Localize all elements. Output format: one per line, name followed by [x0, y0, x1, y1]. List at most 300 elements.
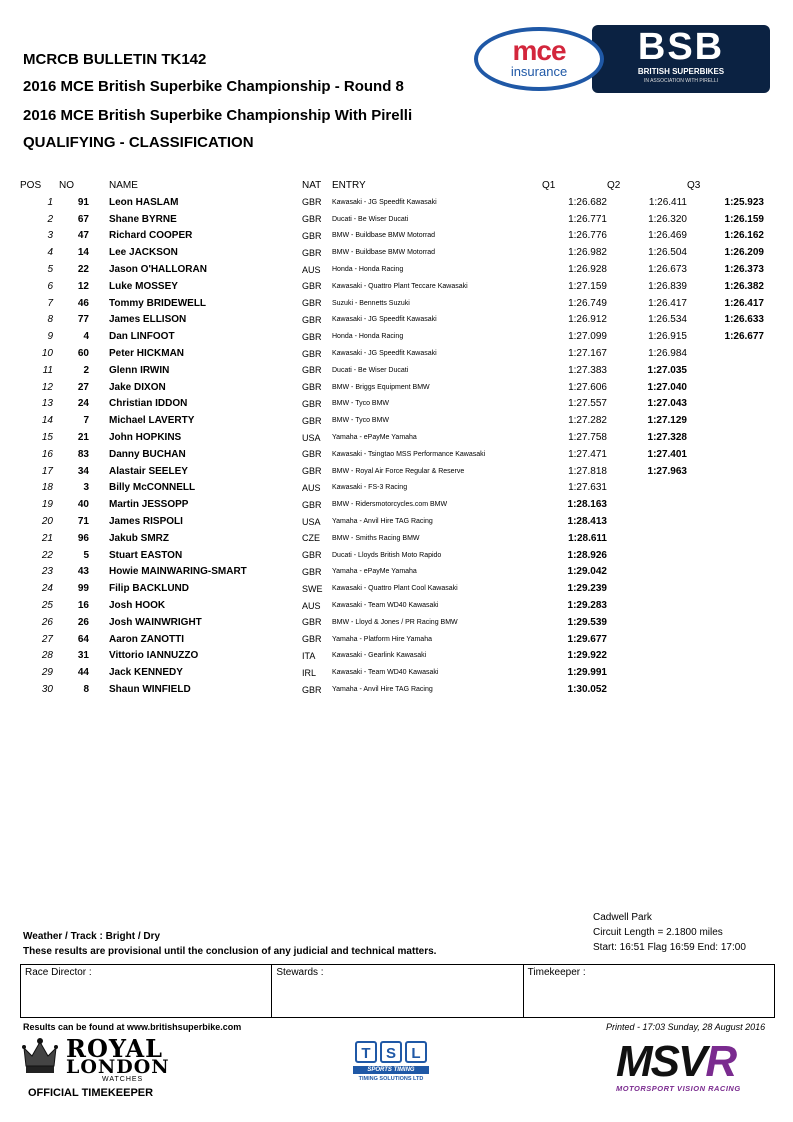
- cell-q2: 1:27.035: [647, 364, 687, 376]
- cell-no: 46: [77, 297, 89, 309]
- table-row: [20, 379, 764, 396]
- cell-q2: 1:27.328: [647, 432, 687, 444]
- cell-pos: 22: [41, 549, 53, 561]
- cell-q2: [607, 614, 687, 631]
- table-row: [20, 345, 764, 362]
- cell-q3: [687, 463, 764, 480]
- cell-q2: 1:26.673: [648, 264, 687, 276]
- cell-name: Filip BACKLUND: [109, 583, 189, 595]
- cell-name: Richard COOPER: [109, 230, 193, 242]
- cell-pos: 18: [41, 482, 53, 494]
- cell-nat: AUS: [302, 600, 321, 611]
- bsb-subtitle: BRITISH SUPERBIKES: [637, 67, 725, 76]
- cell-name: James RISPOLI: [109, 516, 183, 528]
- cell-q2: [607, 597, 687, 614]
- cell-q1: 1:26.771: [568, 213, 607, 225]
- cell-no: 47: [77, 230, 89, 242]
- cell-q2: 1:26.411: [648, 196, 687, 208]
- cell-q1: 1:26.682: [568, 196, 607, 208]
- cell-pos: 10: [41, 348, 53, 360]
- col-pos: POS: [20, 180, 42, 191]
- cell-entry: Yamaha - Anvil Hire TAG Racing: [332, 686, 433, 693]
- cell-no: 7: [83, 415, 89, 427]
- table-row: [20, 412, 764, 429]
- table-row: [20, 614, 764, 631]
- cell-q1: 1:26.912: [568, 314, 607, 326]
- cell-nat: USA: [302, 516, 321, 527]
- cell-name: Howie MAINWARING-SMART: [109, 566, 247, 578]
- cell-nat: SWE: [302, 583, 323, 594]
- cell-q2: 1:26.320: [648, 213, 687, 225]
- cell-q1: 1:27.758: [568, 432, 607, 444]
- cell-pos: 1: [47, 196, 53, 208]
- cell-q1: 1:28.413: [567, 516, 607, 528]
- cell-q3: [687, 412, 764, 429]
- cell-q1: 1:27.282: [568, 415, 607, 427]
- cell-nat: AUS: [302, 264, 321, 275]
- col-entry: ENTRY: [332, 180, 366, 191]
- cell-entry: Ducati - Be Wiser Ducati: [332, 366, 409, 374]
- london-wordmark: LONDON: [66, 1056, 170, 1078]
- cell-no: 34: [77, 465, 89, 477]
- cell-entry: Kawasaki - JG Speedfit Kawasaki: [332, 198, 437, 206]
- cell-q1: 1:29.042: [567, 566, 607, 578]
- mce-insurance-logo: [474, 27, 604, 91]
- cell-pos: 29: [41, 667, 53, 679]
- cell-q3: 1:26.159: [724, 213, 764, 225]
- table-header-row: [20, 177, 764, 194]
- cell-q2: 1:26.469: [648, 230, 687, 242]
- table-row: [20, 513, 764, 530]
- cell-q3: [687, 513, 764, 530]
- cell-q2: [607, 547, 687, 564]
- table-row: [20, 278, 764, 295]
- cell-entry: Honda - Honda Racing: [332, 333, 404, 341]
- mce-bsb-logo: [474, 25, 770, 97]
- msvr-logo: [616, 1037, 774, 1093]
- cell-name: Billy McCONNELL: [109, 482, 196, 494]
- cell-pos: 21: [41, 532, 53, 544]
- cell-pos: 27: [41, 633, 53, 645]
- table-row: [20, 664, 764, 681]
- table-row: [20, 547, 764, 564]
- cell-no: 67: [77, 213, 89, 225]
- table-row: [20, 362, 764, 379]
- cell-q2: [607, 681, 687, 698]
- table-row: [20, 228, 764, 245]
- cell-q2: 1:26.839: [648, 280, 687, 292]
- cell-nat: GBR: [302, 499, 322, 510]
- cell-name: Jason O'HALLORAN: [109, 264, 207, 276]
- insurance-wordmark: insurance: [510, 64, 568, 79]
- cell-q3: [687, 564, 764, 581]
- cell-nat: GBR: [302, 247, 322, 258]
- cell-q1: 1:27.606: [568, 381, 607, 393]
- table-row: [20, 681, 764, 698]
- cell-nat: CZE: [302, 533, 320, 544]
- cell-pos: 12: [41, 381, 53, 393]
- cell-name: Jakub SMRZ: [109, 532, 170, 544]
- cell-pos: 15: [41, 432, 53, 444]
- cell-entry: Ducati - Be Wiser Ducati: [332, 215, 409, 223]
- cell-nat: GBR: [302, 466, 322, 477]
- results-url: Results can be found at www.britishsuperbike.com: [23, 1022, 242, 1032]
- cell-name: James ELLISON: [109, 314, 187, 326]
- cell-q3: 1:26.417: [724, 297, 764, 309]
- championship-round: 2016 MCE British Superbike Championship - Round 8: [23, 78, 404, 95]
- cell-no: 31: [77, 650, 89, 662]
- cell-pos: 8: [47, 314, 53, 326]
- cell-q1: 1:29.922: [567, 650, 607, 662]
- cell-pos: 13: [41, 398, 53, 410]
- cell-nat: GBR: [302, 550, 322, 561]
- cell-q1: 1:29.539: [567, 616, 607, 628]
- cell-q2: 1:26.984: [648, 348, 687, 360]
- cell-no: 99: [77, 583, 89, 595]
- cell-nat: GBR: [302, 415, 322, 426]
- cell-nat: GBR: [302, 331, 322, 342]
- cell-q3: [687, 480, 764, 497]
- table-row: [20, 530, 764, 547]
- cell-pos: 16: [41, 448, 53, 460]
- cell-nat: GBR: [302, 449, 322, 460]
- cell-name: Michael LAVERTY: [109, 415, 195, 427]
- cell-q3: [687, 681, 764, 698]
- cell-entry: BMW - Royal Air Force Regular & Reserve: [332, 467, 465, 475]
- cell-no: 3: [83, 482, 89, 494]
- table-row: [20, 295, 764, 312]
- cell-entry: Ducati - Lloyds British Moto Rapido: [332, 551, 442, 559]
- cell-q1: 1:29.991: [567, 667, 607, 679]
- cell-name: Lee JACKSON: [109, 247, 178, 259]
- weather-track: Weather / Track : Bright / Dry: [23, 931, 161, 942]
- cell-name: Dan LINFOOT: [109, 331, 175, 343]
- session-title: QUALIFYING - CLASSIFICATION: [23, 134, 254, 151]
- cell-entry: BMW - Briggs Equipment BMW: [332, 383, 430, 391]
- cell-q2: [607, 664, 687, 681]
- cell-no: 96: [77, 532, 89, 544]
- cell-name: Vittorio IANNUZZO: [109, 650, 199, 662]
- cell-entry: Honda - Honda Racing: [332, 266, 404, 274]
- cell-nat: IRL: [302, 667, 317, 678]
- cell-q3: 1:26.209: [724, 247, 764, 259]
- cell-no: 24: [77, 398, 89, 410]
- cell-q1: 1:28.163: [567, 499, 607, 511]
- cell-name: Josh WAINWRIGHT: [109, 616, 202, 628]
- cell-q3: 1:26.677: [724, 331, 764, 343]
- col-nat: NAT: [302, 180, 322, 191]
- cell-q3: [687, 547, 764, 564]
- cell-name: Martin JESSOPP: [109, 499, 189, 511]
- cell-pos: 24: [41, 583, 53, 595]
- cell-no: 21: [77, 432, 89, 444]
- cell-q3: [687, 429, 764, 446]
- cell-no: 26: [77, 616, 89, 628]
- cell-q3: [687, 446, 764, 463]
- cell-q2: 1:26.915: [648, 331, 687, 343]
- cell-q3: [687, 496, 764, 513]
- cell-pos: 23: [41, 566, 53, 578]
- cell-nat: GBR: [302, 214, 322, 225]
- cell-no: 60: [77, 348, 89, 360]
- cell-q1: 1:29.239: [567, 583, 607, 595]
- cell-entry: BMW - Buildbase BMW Motorrad: [332, 249, 436, 257]
- cell-pos: 3: [47, 230, 53, 242]
- tsl-sports-timing: SPORTS TIMING: [353, 1066, 429, 1074]
- signature-box: [20, 964, 775, 1018]
- table-row: [20, 211, 764, 228]
- cell-nat: ITA: [302, 650, 316, 661]
- cell-nat: GBR: [302, 382, 322, 393]
- cell-name: Glenn IRWIN: [109, 364, 170, 376]
- table-row: [20, 631, 764, 648]
- cell-q2: [607, 648, 687, 665]
- cell-entry: Kawasaki - Team WD40 Kawasaki: [332, 669, 439, 677]
- cell-pos: 11: [42, 364, 53, 376]
- msvr-wordmark-a: MSV: [616, 1037, 706, 1086]
- cell-pos: 7: [47, 297, 53, 309]
- cell-nat: GBR: [302, 617, 322, 628]
- cell-q3: [687, 345, 764, 362]
- cell-entry: Yamaha - ePayMe Yamaha: [332, 568, 417, 576]
- col-name: NAME: [109, 180, 138, 191]
- cell-entry: BMW - Buildbase BMW Motorrad: [332, 232, 436, 240]
- cell-name: John HOPKINS: [109, 432, 182, 444]
- cell-q2: 1:26.504: [648, 247, 687, 259]
- cell-q1: 1:27.383: [568, 364, 607, 376]
- cell-q2: 1:27.401: [647, 448, 687, 460]
- cell-entry: Kawasaki - Team WD40 Kawasaki: [332, 602, 439, 610]
- cell-entry: BMW - Tyco BMW: [332, 417, 390, 425]
- cell-q1: 1:28.926: [567, 549, 607, 561]
- table-row: [20, 244, 764, 261]
- cell-no: 83: [77, 448, 89, 460]
- cell-name: Peter HICKMAN: [109, 348, 185, 360]
- cell-nat: GBR: [302, 281, 322, 292]
- printed-timestamp: Printed - 17:03 Sunday, 28 August 2016: [606, 1022, 766, 1032]
- cell-name: Leon HASLAM: [109, 196, 179, 208]
- table-row: [20, 564, 764, 581]
- cell-entry: BMW - Smiths Racing BMW: [332, 534, 420, 542]
- cell-q3: [687, 597, 764, 614]
- cell-nat: GBR: [302, 566, 322, 577]
- cell-name: Tommy BRIDEWELL: [109, 297, 207, 309]
- cell-q3: [687, 664, 764, 681]
- cell-q2: 1:27.963: [647, 465, 687, 477]
- table-row: [20, 446, 764, 463]
- cell-q3: [687, 396, 764, 413]
- cell-no: 43: [77, 566, 89, 578]
- cell-q3: 1:26.382: [724, 280, 764, 292]
- cell-no: 8: [83, 684, 89, 695]
- cell-q3: [687, 614, 764, 631]
- bsb-wordmark: BSB: [637, 26, 725, 68]
- cell-q3: [687, 530, 764, 547]
- cell-no: 2: [83, 364, 89, 376]
- tsl-letter: T: [355, 1041, 377, 1063]
- cell-q1: 1:27.631: [568, 482, 607, 494]
- cell-name: Alastair SEELEY: [109, 465, 188, 477]
- cell-entry: BMW - Tyco BMW: [332, 400, 390, 408]
- cell-q1: 1:26.982: [568, 247, 607, 259]
- cell-entry: Kawasaki - Quattro Plant Teccare Kawasaki: [332, 282, 468, 290]
- cell-pos: 17: [41, 465, 53, 477]
- cell-name: Shane BYRNE: [109, 213, 177, 225]
- cell-q3: 1:26.373: [724, 264, 764, 276]
- cell-q2: [607, 480, 687, 497]
- table-row: [20, 597, 764, 614]
- cell-nat: GBR: [302, 684, 322, 695]
- cell-q2: 1:26.534: [648, 314, 687, 326]
- cell-no: 12: [77, 280, 89, 292]
- tsl-letter: L: [405, 1041, 427, 1063]
- cell-nat: GBR: [302, 197, 322, 208]
- cell-name: Aaron ZANOTTI: [109, 633, 184, 645]
- cell-q1: 1:30.052: [567, 684, 607, 695]
- cell-no: 22: [77, 264, 89, 276]
- classification-table: [20, 177, 764, 698]
- cell-no: 64: [77, 633, 89, 645]
- cell-name: Stuart EASTON: [109, 549, 183, 561]
- cell-q3: [687, 648, 764, 665]
- cell-name: Danny BUCHAN: [109, 448, 186, 460]
- provisional-notice: These results are provisional until the conclusion of any judicial and technical matters.: [23, 946, 437, 957]
- col-q1: Q1: [542, 180, 556, 191]
- cell-q1: 1:27.167: [568, 348, 607, 360]
- msvr-wordmark: [616, 1037, 774, 1086]
- cell-entry: BMW - Ridersmotorcycles.com BMW: [332, 501, 448, 509]
- cell-q2: 1:26.417: [648, 297, 687, 309]
- cell-q2: 1:27.129: [647, 415, 687, 427]
- cell-no: 27: [77, 381, 89, 393]
- table-row: [20, 429, 764, 446]
- circuit-name: Cadwell Park: [593, 912, 652, 923]
- cell-nat: GBR: [302, 314, 322, 325]
- session-times: Start: 16:51 Flag 16:59 End: 17:00: [593, 942, 746, 953]
- cell-no: 91: [77, 196, 89, 208]
- cell-name: Christian IDDON: [109, 398, 188, 410]
- cell-nat: USA: [302, 432, 321, 443]
- cell-name: Luke MOSSEY: [109, 280, 178, 292]
- cell-entry: Yamaha - ePayMe Yamaha: [332, 434, 417, 442]
- cell-no: 5: [83, 549, 89, 561]
- cell-q1: 1:27.557: [568, 398, 607, 410]
- cell-no: 16: [77, 600, 89, 612]
- cell-q1: 1:27.818: [568, 465, 607, 477]
- cell-pos: 9: [47, 331, 53, 343]
- cell-entry: Kawasaki - FS-3 Racing: [332, 484, 408, 492]
- table-row: [20, 463, 764, 480]
- msvr-wordmark-b: R: [705, 1037, 736, 1086]
- cell-q2: 1:27.040: [647, 381, 687, 393]
- table-row: [20, 396, 764, 413]
- col-q2: Q2: [607, 180, 621, 191]
- cell-entry: Yamaha - Anvil Hire TAG Racing: [332, 518, 433, 526]
- cell-q3: 1:25.923: [724, 196, 764, 208]
- cell-entry: Kawasaki - JG Speedfit Kawasaki: [332, 316, 437, 324]
- cell-entry: Kawasaki - Quattro Plant Cool Kawasaki: [332, 585, 458, 593]
- cell-q1: 1:26.749: [568, 297, 607, 309]
- cell-q3: [687, 580, 764, 597]
- cell-no: 40: [77, 499, 89, 511]
- cell-q3: [687, 362, 764, 379]
- cell-no: 44: [77, 667, 89, 679]
- cell-entry: Yamaha - Platform Hire Yamaha: [332, 635, 432, 643]
- official-timekeeper: OFFICIAL TIMEKEEPER: [28, 1087, 154, 1099]
- cell-name: Shaun WINFIELD: [109, 684, 191, 695]
- cell-pos: 28: [41, 650, 53, 662]
- table-row: [20, 480, 764, 497]
- table-row: [20, 194, 764, 211]
- royal-wordmark: ROYAL: [66, 1034, 163, 1063]
- cell-q2: 1:27.043: [647, 398, 687, 410]
- race-director-field: Race Director :: [21, 965, 272, 1017]
- cell-pos: 4: [47, 247, 53, 259]
- cell-no: 71: [77, 516, 89, 528]
- cell-q2: [607, 564, 687, 581]
- cell-q2: [607, 513, 687, 530]
- cell-q1: 1:26.776: [568, 230, 607, 242]
- tsl-letter: S: [380, 1041, 402, 1063]
- cell-nat: AUS: [302, 482, 321, 493]
- cell-q3: [687, 379, 764, 396]
- cell-q2: [607, 631, 687, 648]
- cell-pos: 14: [41, 415, 53, 427]
- cell-nat: GBR: [302, 348, 322, 359]
- cell-pos: 25: [41, 600, 53, 612]
- cell-q3: [687, 631, 764, 648]
- tsl-letters: [353, 1041, 429, 1063]
- circuit-length: Circuit Length = 2.1800 miles: [593, 927, 723, 938]
- tsl-company: TIMING SOLUTIONS LTD: [358, 1076, 424, 1082]
- cell-name: Josh HOOK: [109, 600, 166, 612]
- crown-icon: [20, 1036, 60, 1076]
- cell-nat: GBR: [302, 365, 322, 376]
- msvr-subtitle: MOTORSPORT VISION RACING: [616, 1084, 741, 1093]
- cell-entry: Kawasaki - Gearlink Kawasaki: [332, 652, 427, 660]
- bulletin-number: MCRCB BULLETIN TK142: [23, 51, 207, 68]
- cell-entry: Suzuki - Bennetts Suzuki: [332, 299, 410, 307]
- cell-q2: [607, 530, 687, 547]
- cell-nat: GBR: [302, 398, 322, 409]
- bsb-association: IN ASSOCIATION WITH PIRELLI: [643, 78, 719, 84]
- cell-q1: 1:27.099: [568, 331, 607, 343]
- cell-nat: GBR: [302, 634, 322, 645]
- cell-pos: 30: [41, 684, 53, 695]
- cell-q1: 1:27.159: [568, 280, 607, 292]
- cell-no: 77: [77, 314, 89, 326]
- cell-pos: 2: [47, 213, 53, 225]
- cell-q1: 1:26.928: [568, 264, 607, 276]
- cell-q2: [607, 580, 687, 597]
- table-row: [20, 580, 764, 597]
- cell-pos: 6: [47, 280, 53, 292]
- cell-no: 4: [83, 331, 89, 343]
- cell-q2: [607, 496, 687, 513]
- table-row: [20, 312, 764, 329]
- col-q3: Q3: [687, 180, 701, 191]
- cell-entry: BMW - Lloyd & Jones / PR Racing BMW: [332, 618, 458, 626]
- championship-subtitle: 2016 MCE British Superbike Championship With Pirelli: [23, 107, 413, 124]
- table-row: [20, 648, 764, 665]
- table-row: [20, 496, 764, 513]
- mce-wordmark: mce: [512, 35, 566, 66]
- table-row: [20, 328, 764, 345]
- cell-entry: Kawasaki - Tsingtao MSS Performance Kawasaki: [332, 450, 486, 458]
- tsl-logo: [353, 1041, 429, 1091]
- cell-q3: 1:26.633: [724, 314, 764, 326]
- watches-wordmark: WATCHES: [102, 1076, 144, 1083]
